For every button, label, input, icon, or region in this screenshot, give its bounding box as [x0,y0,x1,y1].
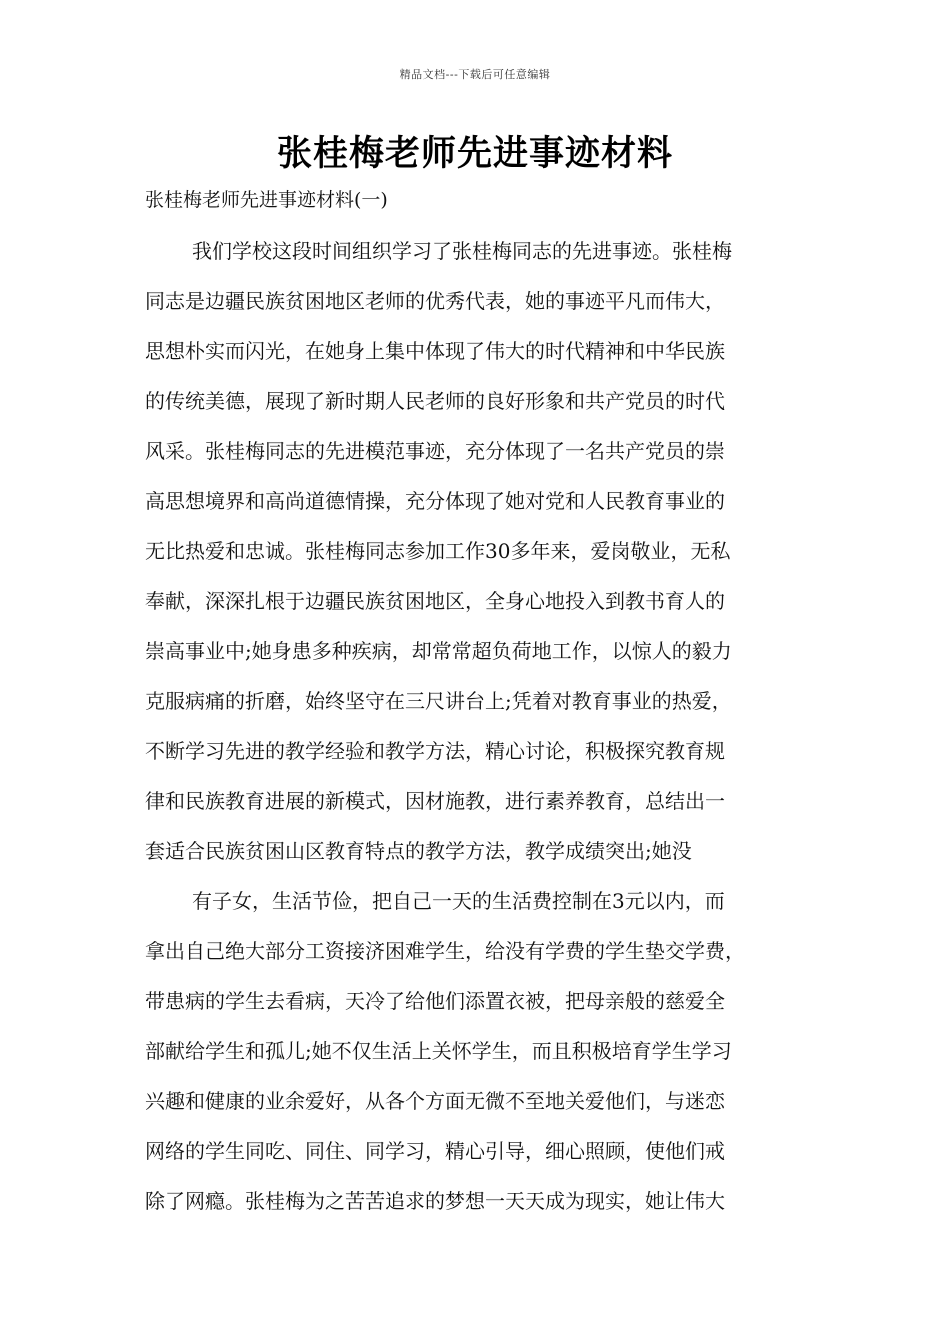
paragraph-2-line-3: 带患病的学生去看病，天冷了给他们添置衣被，把母亲般的慈爱全 [145,989,725,1013]
paragraph-1-line-8: 奉献，深深扎根于边疆民族贫困地区，全身心地投入到教书育人的 [145,589,725,613]
paragraph-1-line-7: 无比热爱和忠诚。张桂梅同志参加工作30多年来，爱岗敬业，无私 [145,539,731,563]
paragraph-2-line-5: 兴趣和健康的业余爱好，从各个方面无微不至地关爱他们，与迷恋 [145,1089,725,1113]
paragraph-1-line-13: 套适合民族贫困山区教育特点的教学方法，教学成绩突出;她没 [145,839,692,863]
paragraph-1-line-11: 不断学习先进的教学经验和教学方法，精心讨论，积极探究教育规 [145,739,725,763]
paragraph-2-line-1: 有子女，生活节俭，把自己一天的生活费控制在3元以内，而 [192,889,725,913]
paragraph-1-line-1: 我们学校这段时间组织学习了张桂梅同志的先进事迹。张桂梅 [192,239,732,263]
document-title: 张桂梅老师先进事迹材料 [276,134,673,174]
paragraph-1-line-12: 律和民族教育进展的新模式，因材施教，进行素养教育，总结出一 [145,789,725,813]
paragraph-1-line-4: 的传统美德，展现了新时期人民老师的良好形象和共产党员的时代 [145,389,725,413]
paragraph-1-line-9: 崇高事业中;她身患多种疾病，却常常超负荷地工作，以惊人的毅力 [145,639,732,663]
paragraph-2-line-7: 除了网瘾。张桂梅为之苦苦追求的梦想一天天成为现实，她让伟大 [145,1189,725,1213]
paragraph-2-line-2: 拿出自己绝大部分工资接济困难学生，给没有学费的学生垫交学费， [145,939,745,963]
paragraph-1-line-6: 高思想境界和高尚道德情操，充分体现了她对党和人民教育事业的 [145,489,725,513]
paragraph-2-line-6: 网络的学生同吃、同住、同学习，精心引导，细心照顾，使他们戒 [145,1139,725,1163]
header-note: 精品文档---下载后可任意编辑 [399,68,551,81]
paragraph-1-line-2: 同志是边疆民族贫困地区老师的优秀代表，她的事迹平凡而伟大， [145,289,725,313]
paragraph-2-line-4: 部献给学生和孤儿;她不仅生活上关怀学生，而且积极培育学生学习 [145,1039,732,1063]
paragraph-1-line-5: 风采。张桂梅同志的先进模范事迹，充分体现了一名共产党员的崇 [145,439,725,463]
paragraph-1-line-3: 思想朴实而闪光，在她身上集中体现了伟大的时代精神和中华民族 [145,339,725,363]
paragraph-1-line-10: 克服病痛的折磨，始终坚守在三尺讲台上;凭着对教育事业的热爱， [145,689,732,713]
document-subtitle: 张桂梅老师先进事迹材料(一) [145,189,388,211]
